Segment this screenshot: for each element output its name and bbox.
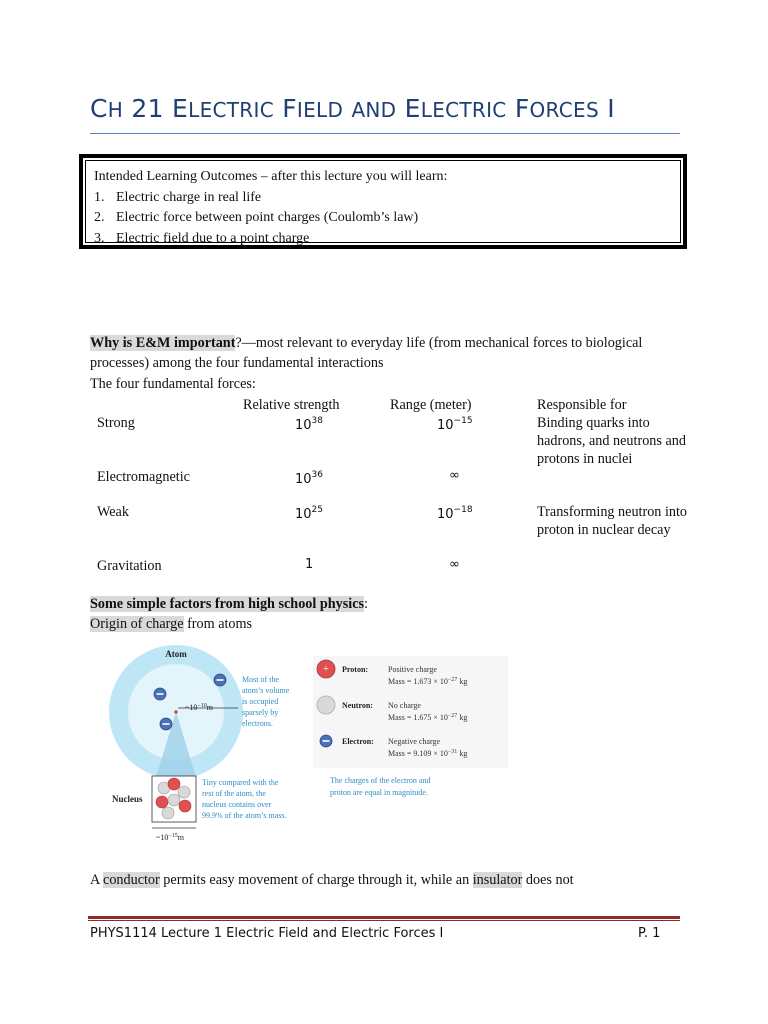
electron-icon — [320, 735, 332, 747]
proton-desc: Positive charge — [388, 665, 437, 674]
conductor-sentence: A conductor permits easy movement of charge through it, while an insulator does not — [90, 872, 574, 888]
electron-desc: Negative charge — [388, 737, 441, 746]
strength-weak: $10^{25}$ — [295, 505, 323, 522]
title-underline — [90, 133, 680, 134]
strength-strong: $10^{38}$ — [295, 416, 323, 433]
atom-size-label: $\sim 10^{-10}m$ — [185, 703, 213, 712]
section-heading: Some simple factors from high school physics: — [90, 596, 368, 612]
neutron-icon — [317, 696, 335, 714]
outcome-item: 3. Electric field due to a point charge — [94, 230, 310, 246]
range-em: ∞ — [449, 468, 460, 483]
force-name-em: Electromagnetic — [97, 469, 190, 485]
proton-label: Proton: — [342, 665, 369, 674]
electron-icon — [154, 688, 166, 700]
nucleus-label: Nucleus — [112, 794, 143, 804]
neutron-mass: Mass = $1.675 \times 10^{-27}$ kg — [388, 713, 468, 722]
force-name-weak: Weak — [97, 504, 129, 520]
proton-mass: Mass = $1.673 \times 10^{-27}$ kg — [388, 677, 468, 686]
svg-text:+: + — [323, 664, 329, 675]
atom-figure — [108, 642, 508, 847]
outcome-item: 1. Electric charge in real life — [94, 189, 262, 205]
header-responsible: Responsible for — [537, 397, 627, 413]
intro-highlight: Why is E&M important — [90, 335, 236, 351]
strength-em: $10^{36}$ — [295, 470, 323, 487]
atom-note: Most of the atom’s volume is occupied sparsely by electrons. — [242, 675, 290, 728]
nucleus-size-label: $\sim 10^{-15}m$ — [156, 833, 184, 842]
page-title: CH 21 ELECTRIC FIELD AND ELECTRIC FORCES I — [90, 94, 615, 123]
learning-outcomes-box — [79, 154, 687, 249]
nucleus-dot — [174, 710, 177, 713]
atom-label: Atom — [165, 649, 187, 659]
footer-rule — [88, 916, 680, 919]
force-name-gravitation: Gravitation — [97, 558, 162, 574]
header-strength: Relative strength — [243, 397, 340, 413]
strength-gravitation: 1 — [305, 557, 314, 572]
forces-heading: The four fundamental forces: — [90, 376, 256, 392]
origin-line: Origin of charge from atoms — [90, 616, 253, 632]
electron-icon — [214, 674, 226, 686]
range-gravitation: ∞ — [449, 557, 460, 572]
footer-page-number: P. 1 — [638, 926, 661, 941]
neutron-label: Neutron: — [342, 701, 373, 710]
electron-icon — [160, 718, 172, 730]
footer-rule — [88, 920, 680, 921]
responsible-weak: Transforming neutron into proton in nuclear decay — [537, 504, 688, 538]
charge-note: The charges of the electron and proton are equal in magnitude. — [330, 776, 431, 797]
range-strong: $10^{-15}$ — [437, 416, 473, 433]
header-range: Range (meter) — [390, 397, 472, 413]
responsible-strong: Binding quarks into hadrons, and neutrons and protons in nuclei — [537, 415, 686, 467]
nucleus-note: Tiny compared with the rest of the atom, the nucleus contains over 99.9% of the atom’s mass. — [202, 778, 287, 820]
outcomes-heading: Intended Learning Outcomes – after this lecture you will learn: — [94, 169, 448, 184]
electron-mass: Mass = $9.109 \times 10^{-31}$ kg — [388, 749, 468, 758]
electron-label: Electron: — [342, 737, 374, 746]
footer-course: PHYS1114 Lecture 1 Electric Field and Electric Forces I — [90, 926, 444, 941]
neutron-desc: No charge — [388, 701, 421, 710]
proton-icon — [317, 660, 335, 678]
outcome-item: 2. Electric force between point charges (Coulomb’s law) — [94, 210, 419, 225]
intro-paragraph: Why is E&M important?—most relevant to everyday life (from mechanical forces to biological processes) among the four fundamental interactions — [90, 335, 643, 371]
force-name-strong: Strong — [97, 415, 135, 431]
range-weak: $10^{-18}$ — [437, 505, 473, 522]
